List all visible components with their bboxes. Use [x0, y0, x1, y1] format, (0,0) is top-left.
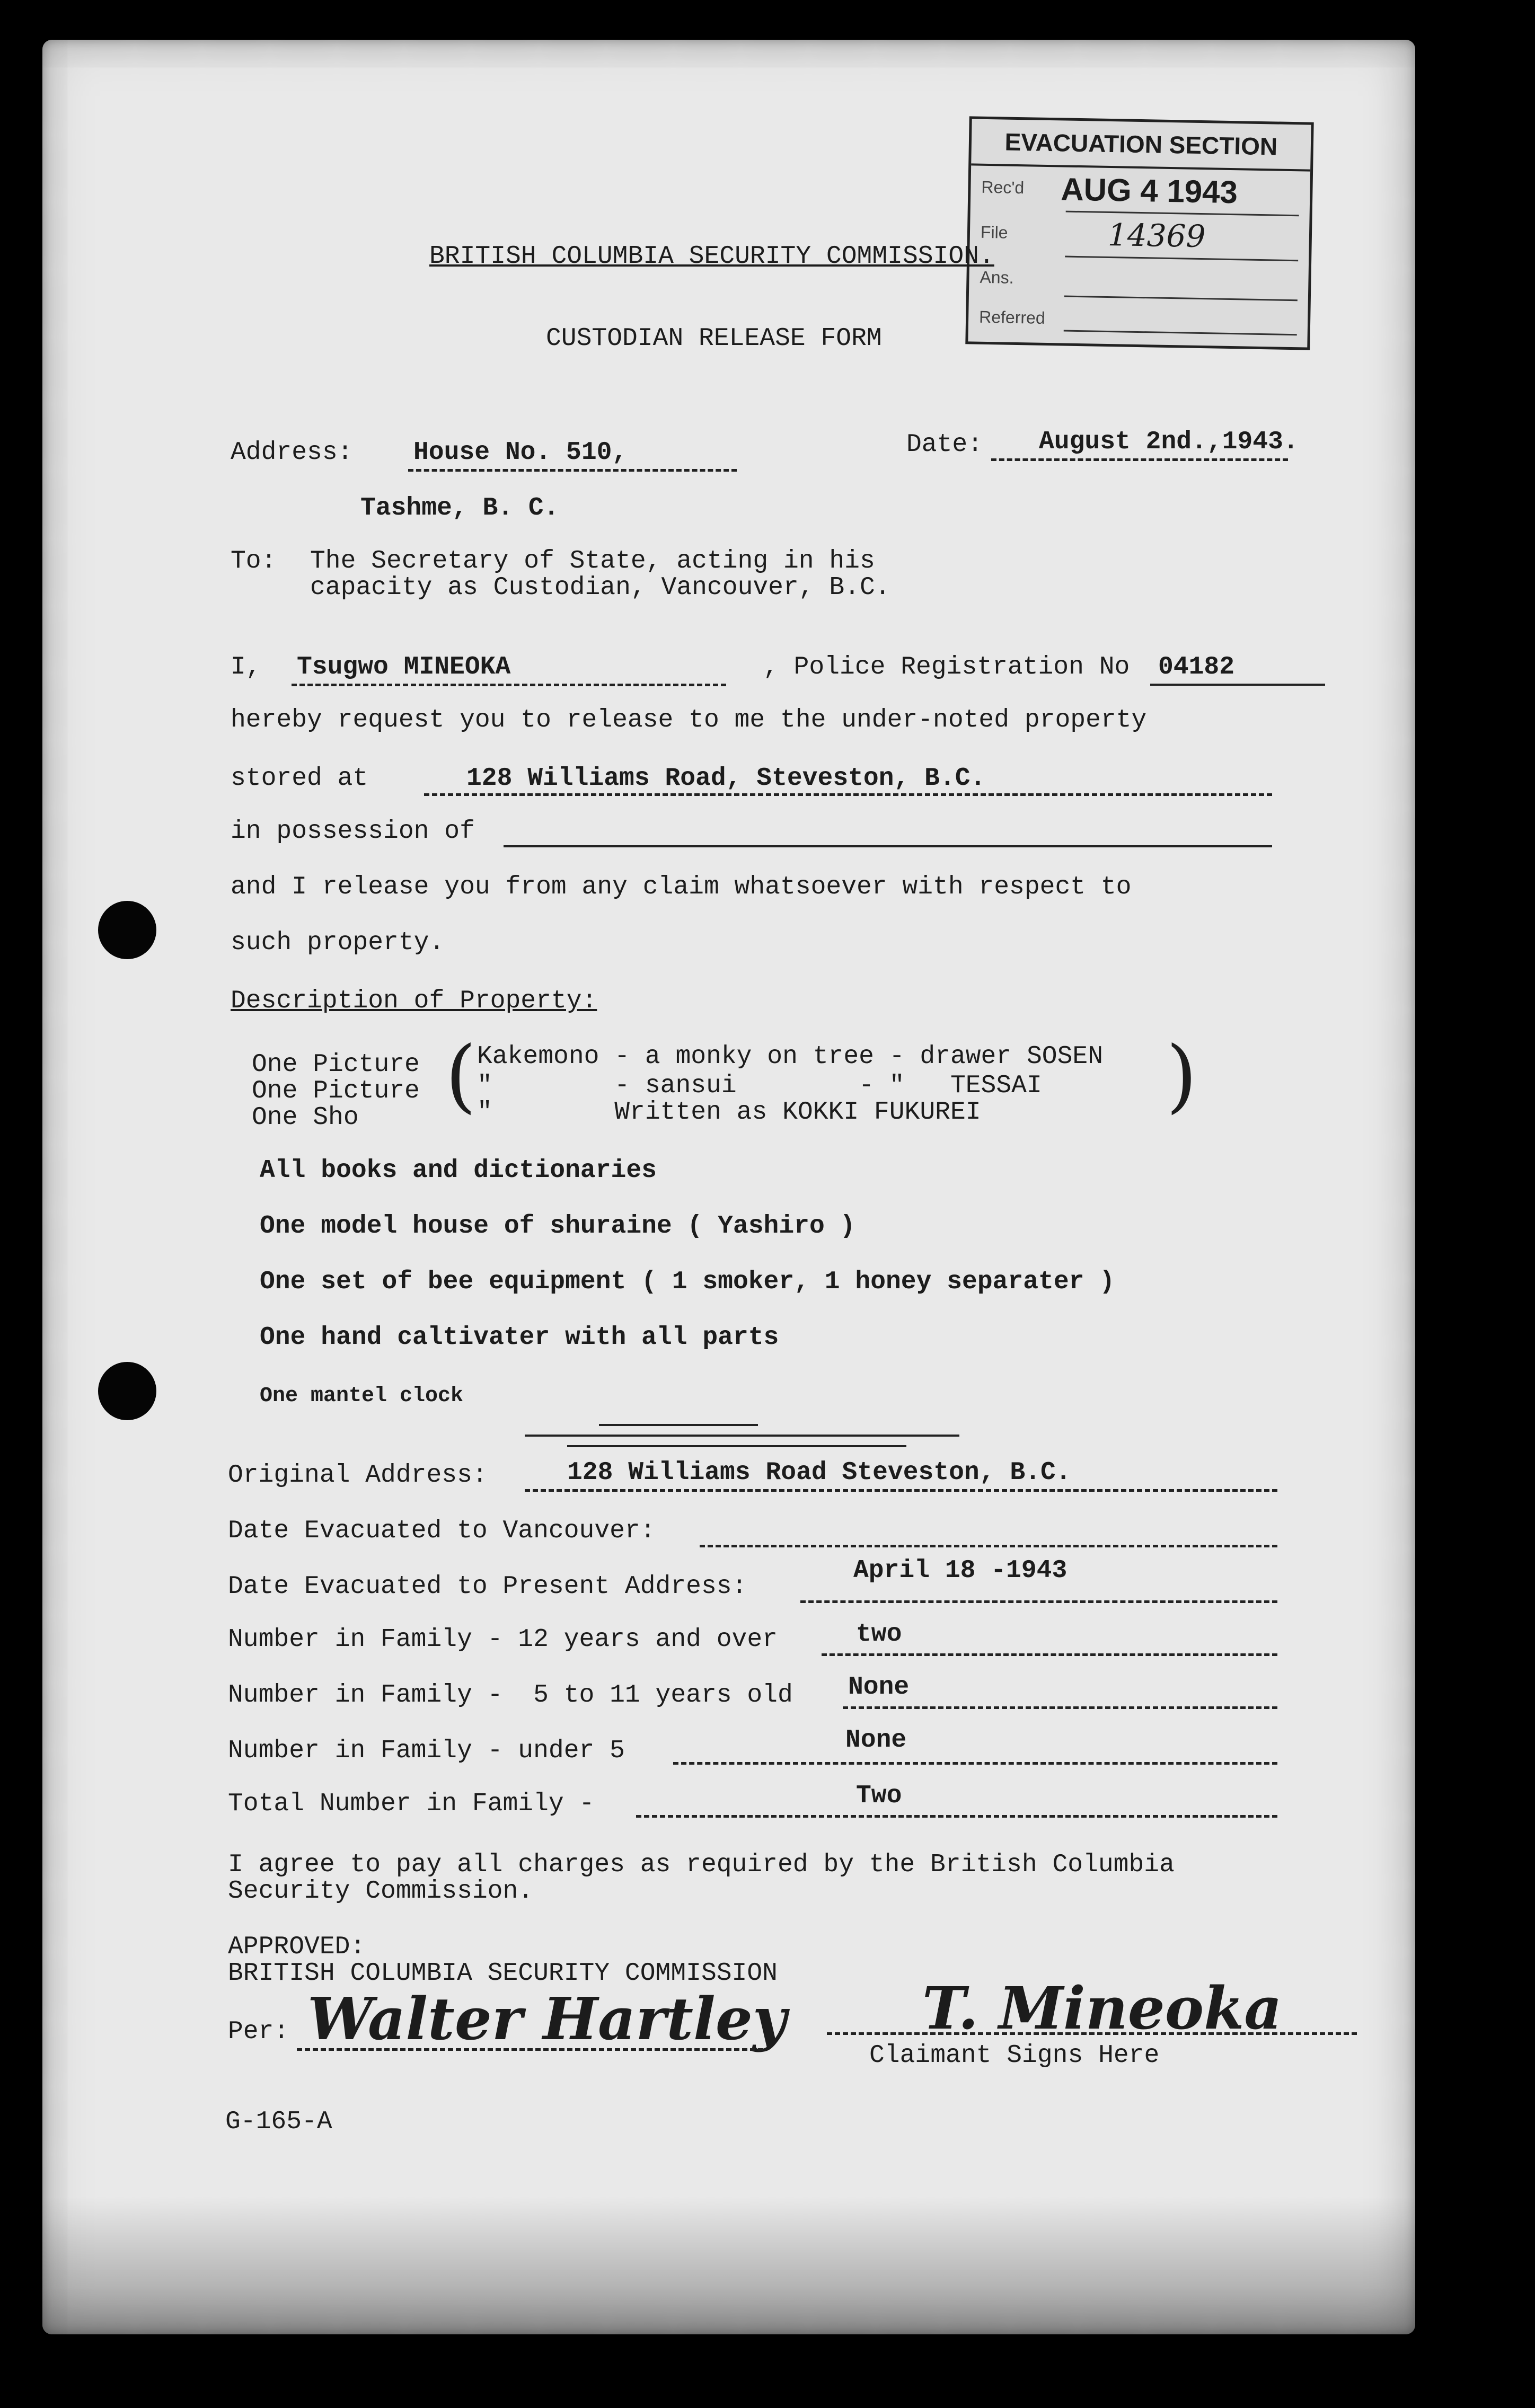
- left-brace: (: [445, 1030, 477, 1122]
- date-label: Date:: [906, 430, 983, 459]
- stamp-rec-date: AUG 4 1943: [1060, 171, 1238, 210]
- binder-hole-top: [98, 901, 156, 959]
- property-item: One hand caltivater with all parts: [260, 1323, 779, 1352]
- stamp-rec-label: Rec'd: [981, 177, 1025, 198]
- family-12-value: two: [856, 1620, 902, 1649]
- property-desc-2: " - sansui - " TESSAI: [477, 1072, 1042, 1100]
- stamp-title: EVACUATION SECTION: [971, 119, 1311, 171]
- release-line-1: and I release you from any claim whatsoever with respect to: [231, 873, 1132, 901]
- i-label: I,: [231, 653, 261, 681]
- form-title: CUSTODIAN RELEASE FORM: [546, 324, 882, 353]
- police-registration-number: 04182: [1158, 653, 1235, 681]
- binder-hole-bottom: [98, 1362, 156, 1420]
- family-under5-value: None: [845, 1726, 907, 1755]
- release-line-2: such property.: [231, 928, 445, 957]
- family-5-11-label: Number in Family - 5 to 11 years old: [228, 1681, 793, 1710]
- property-qty-2: One Picture: [252, 1077, 420, 1105]
- to-label: To:: [231, 547, 277, 576]
- per-label: Per:: [228, 2017, 289, 2046]
- address-value: House No. 510,: [413, 438, 628, 467]
- evac-vancouver-label: Date Evacuated to Vancouver:: [228, 1517, 656, 1545]
- property-desc-3: " Written as KOKKI FUKUREI: [477, 1098, 981, 1127]
- property-item: All books and dictionaries: [260, 1156, 657, 1185]
- evacuation-section-stamp: [965, 116, 1313, 350]
- right-brace: ): [1166, 1030, 1197, 1122]
- to-line-2: capacity as Custodian, Vancouver, B.C.: [310, 573, 890, 602]
- possession-label: in possession of: [231, 817, 475, 846]
- address-label: Address:: [231, 438, 353, 467]
- original-address-value: 128 Williams Road Steveston, B.C.: [567, 1458, 1071, 1487]
- evac-present-label: Date Evacuated to Present Address:: [228, 1572, 747, 1601]
- officer-signature: Walter Hartley: [307, 1985, 787, 2053]
- to-line-1: The Secretary of State, acting in his: [310, 547, 875, 576]
- stamp-file-number: 14369: [1107, 216, 1206, 255]
- property-qty-3: One Sho: [252, 1103, 359, 1132]
- family-5-11-value: None: [848, 1673, 910, 1702]
- stored-at-value: 128 Williams Road, Steveston, B.C.: [466, 764, 986, 793]
- stored-at-label: stored at: [231, 764, 368, 793]
- family-under5-label: Number in Family - under 5: [228, 1737, 625, 1765]
- evac-present-value: April 18 -1943: [853, 1556, 1068, 1585]
- property-item: One set of bee equipment ( 1 smoker, 1 honey separater ): [260, 1268, 1115, 1296]
- approved-label: APPROVED:: [228, 1933, 366, 1961]
- total-family-label: Total Number in Family -: [228, 1790, 595, 1818]
- claimant-name: Tsugwo MINEOKA: [297, 653, 511, 681]
- approval-commission: BRITISH COLUMBIA SECURITY COMMISSION: [228, 1959, 778, 1988]
- commission-heading: BRITISH COLUMBIA SECURITY COMMISSION.: [429, 242, 994, 271]
- claimant-signs-here: Claimant Signs Here: [869, 2041, 1160, 2070]
- stamp-ans-label: Ans.: [980, 267, 1014, 287]
- agreement-line-2: Security Commission.: [228, 1877, 534, 1906]
- address-city: Tashme, B. C.: [360, 494, 559, 523]
- stamp-file-label: File: [980, 222, 1008, 242]
- stamp-referred-label: Referred: [978, 307, 1045, 327]
- property-qty-1: One Picture: [252, 1050, 420, 1079]
- claimant-signature: T. Mineoka: [922, 1974, 1282, 2042]
- property-desc-1: Kakemono - a monky on tree - drawer SOSEN: [477, 1042, 1103, 1071]
- date-value: August 2nd.,1943.: [1039, 428, 1299, 456]
- police-registration-label: , Police Registration No: [763, 653, 1130, 681]
- form-number: G-165-A: [225, 2108, 332, 2136]
- property-item: One model house of shuraine ( Yashiro ): [260, 1212, 855, 1241]
- document-page: [42, 40, 1415, 2334]
- request-line: hereby request you to release to me the under-noted property: [231, 706, 1147, 734]
- original-address-label: Original Address:: [228, 1461, 488, 1490]
- total-family-value: Two: [856, 1782, 902, 1810]
- property-heading: Description of Property:: [231, 987, 597, 1015]
- agreement-line-1: I agree to pay all charges as required by the British Columbia: [228, 1851, 1175, 1879]
- family-12-label: Number in Family - 12 years and over: [228, 1625, 778, 1654]
- property-item: One mantel clock: [260, 1384, 464, 1408]
